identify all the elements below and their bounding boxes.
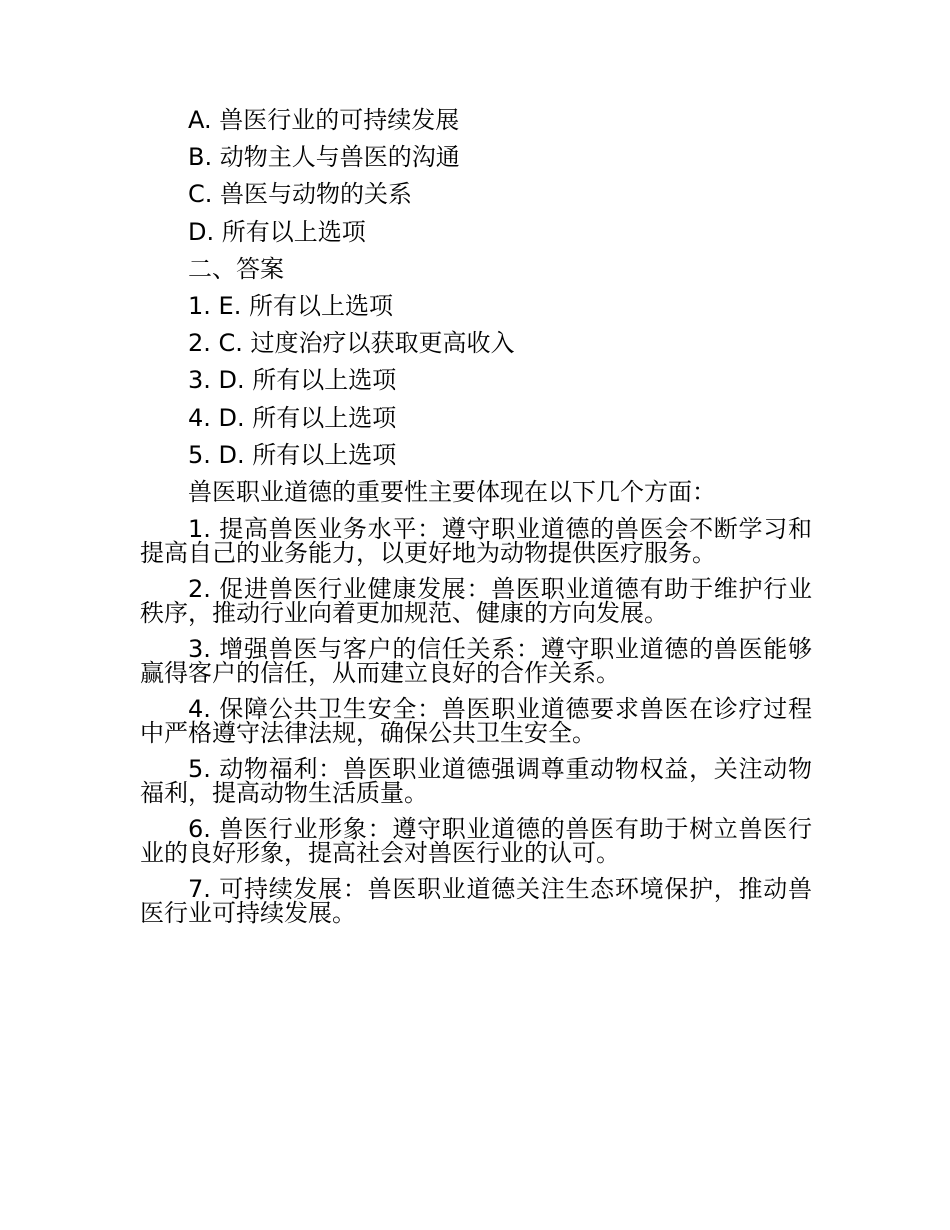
answer-1: 1. E. 所有以上选项 bbox=[188, 291, 393, 320]
importance-intro: 兽医职业道德的重要性主要体现在以下几个方面： bbox=[188, 477, 716, 506]
answer-3: 3. D. 所有以上选项 bbox=[188, 366, 397, 395]
answer-5: 5. D. 所有以上选项 bbox=[188, 440, 397, 469]
point-2: 2. 促进兽医行业健康发展：兽医职业道德有助于维护行业秩序，推动行业向着更加规范、健康的方向发展。 bbox=[140, 575, 812, 628]
option-b: B. 动物主人与兽医的沟通 bbox=[188, 143, 460, 172]
document-body bbox=[140, 102, 812, 937]
point-7: 7. 可持续发展：兽医职业道德关注生态环境保护，推动兽医行业可持续发展。 bbox=[140, 875, 812, 928]
point-3: 3. 增强兽医与客户的信任关系：遵守职业道德的兽医能够赢得客户的信任，从而建立良好的合作关系。 bbox=[140, 635, 812, 688]
answer-4: 4. D. 所有以上选项 bbox=[188, 403, 397, 432]
option-a: A. 兽医行业的可持续发展 bbox=[188, 106, 460, 134]
answer-2: 2. C. 过度治疗以获取更高收入 bbox=[188, 329, 515, 358]
point-4: 4. 保障公共卫生安全：兽医职业道德要求兽医在诊疗过程中严格遵守法律法规，确保公共卫生安全。 bbox=[140, 695, 812, 748]
point-1: 1. 提高兽医业务水平：遵守职业道德的兽医会不断学习和提高自己的业务能力，以更好地为动物提供医疗服务。 bbox=[140, 515, 812, 568]
point-6: 6. 兽医行业形象：遵守职业道德的兽医有助于树立兽医行业的良好形象，提高社会对兽医行业的认可。 bbox=[140, 815, 812, 868]
option-d: D. 所有以上选项 bbox=[188, 217, 366, 246]
option-c: C. 兽医与动物的关系 bbox=[188, 180, 413, 209]
point-5: 5. 动物福利：兽医职业道德强调尊重动物权益，关注动物福利，提高动物生活质量。 bbox=[140, 755, 812, 808]
answers-heading: 二、答案 bbox=[188, 254, 284, 283]
